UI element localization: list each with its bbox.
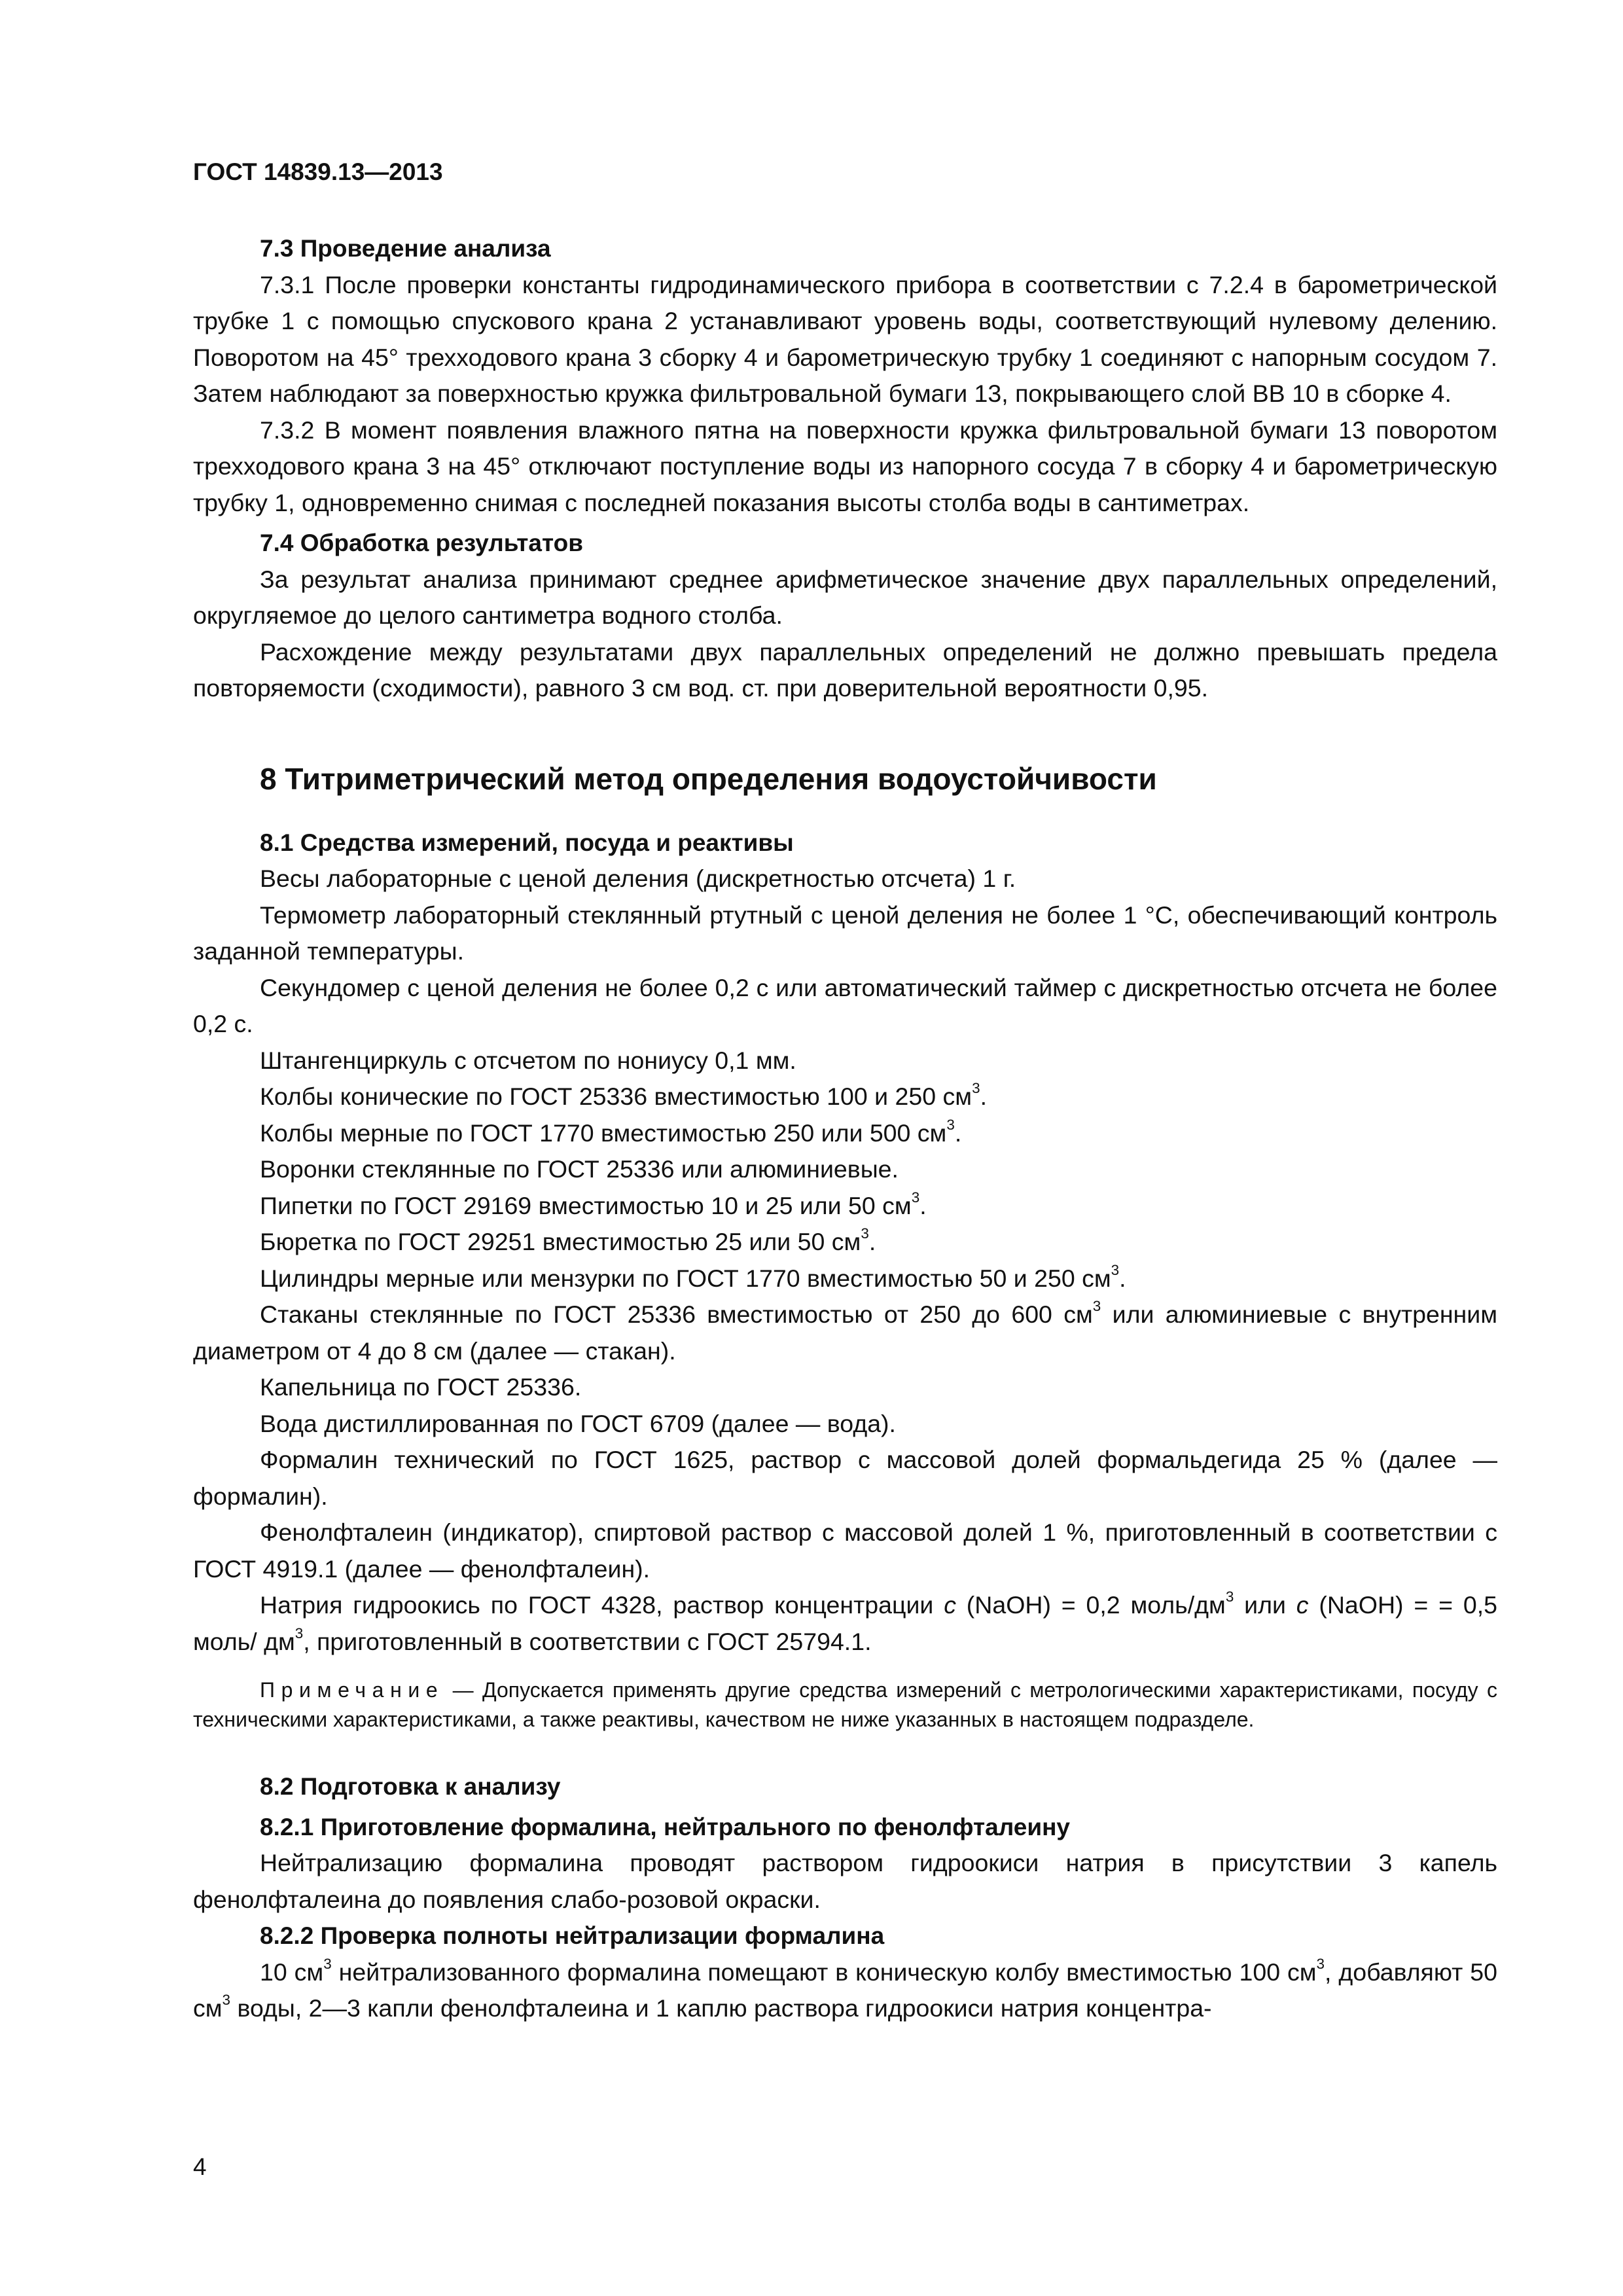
item-text: , добавляют 50 см (193, 1958, 1497, 2022)
list-item: Весы лабораторные с ценой деления (дискретностью отсчета) 1 г. (260, 865, 1016, 892)
item-text: Пипетки по ГОСТ 29169 вместимостью 10 и 25 или 50 см (260, 1191, 912, 1219)
paragraph-7-4-1: За результат анализа принимают среднее арифметическое значение двух параллельных определений, округляемое до целого сантиметра водного столба. (193, 565, 1497, 629)
item-text: нейтрализованного формалина помещают в коническую колбу вместимостью 100 см (331, 1958, 1317, 1986)
section-8-1-heading: 8.1 Средства измерений, посуда и реактивы (260, 829, 794, 856)
paragraph-7-3-2: 7.3.2 В момент появления влажного пятна на поверхности кружка фильтровальной бумаги 13 поворотом трехходового крана 3 на 45° отключают поступление воды из напорного сосуда 7 в сборку 4 и барометрическую трубку 1, одновременно снимая с последней показания высоты столба воды в сантиметрах. (193, 416, 1497, 516)
item-text: (NaOH) = 0,2 моль/дм (955, 1591, 1226, 1619)
note-text: — Допускается применять другие средства измерений с метрологическими характеристиками, посуду с техническими характеристиками, а также реактивы, качеством не ниже указанных в настоящем подразделе. (193, 1678, 1497, 1731)
superscript: 3 (861, 1225, 869, 1242)
superscript: 3 (972, 1080, 980, 1096)
list-item: Формалин технический по ГОСТ 1625, раствор с массовой долей формальдегида 25 % (далее — формалин). (193, 1446, 1497, 1510)
superscript: 3 (1316, 1955, 1325, 1972)
item-text: Колбы мерные по ГОСТ 1770 вместимостью 250 или 500 см (260, 1119, 947, 1147)
list-item: Термометр лабораторный стеклянный ртутный с ценой деления не более 1 °С, обеспечивающий контроль заданной температуры. (193, 901, 1497, 965)
paragraph-8-2-2 (193, 1954, 1497, 2027)
list-item: Капельница по ГОСТ 25336. (260, 1373, 582, 1401)
item-text: (NaOH) = = 0,5 моль/ дм (193, 1591, 1497, 1655)
list-item: Вода дистиллированная по ГОСТ 6709 (далее — вода). (260, 1409, 896, 1437)
superscript: 3 (1111, 1261, 1120, 1278)
note-label: Примечание (260, 1678, 444, 1702)
item-text: Колбы конические по ГОСТ 25336 вместимостью 100 и 250 см (260, 1083, 972, 1110)
list-item (193, 1297, 1497, 1369)
list-item: Цилиндры мерные или мензурки по ГОСТ 1770 вместимостью 50 и 250 $см^3$. (260, 1261, 1126, 1292)
section-8-2-2-heading: 8.2.2 Проверка полноты нейтрализации формалина (260, 1922, 885, 1949)
note (193, 1676, 1497, 1734)
item-text: Цилиндры мерные или мензурки по ГОСТ 1770 вместимостью 50 и 250 см (260, 1264, 1111, 1292)
paragraph-7-4-2: Расхождение между результатами двух параллельных определений не должно превышать предела повторяемости (сходимости), равного 3 см вод. ст. при доверительной вероятности 0,95. (193, 637, 1497, 702)
section-7-4-heading: 7.4 Обработка результатов (260, 529, 583, 556)
document-header: ГОСТ 14839.13—2013 (193, 158, 443, 185)
page-number: 4 (193, 2153, 207, 2180)
item-text: 10 см (260, 1958, 324, 1986)
superscript: 3 (946, 1116, 955, 1133)
list-item: Колбы конические по ГОСТ 25336 вместимостью 100 и 250 $см^3$. (260, 1080, 987, 1110)
superscript: 3 (911, 1189, 920, 1206)
list-item: Бюретка по ГОСТ 29251 вместимостью 25 или 50 $см^3$. (260, 1225, 876, 1255)
list-item: Секундомер с ценой деления не более 0,2 с или автоматический таймер с дискретностью отсчета не более 0,2 с. (193, 973, 1497, 1037)
page-content (193, 230, 1497, 2027)
list-item: Колбы мерные по ГОСТ 1770 вместимостью 250 или 500 $см^3$. (260, 1116, 962, 1147)
superscript: 3 (222, 1992, 231, 2008)
list-item (193, 1587, 1497, 1660)
italic-symbol: с (1296, 1591, 1309, 1619)
item-text: Стаканы стеклянные по ГОСТ 25336 вместимостью от 250 до 600 см (260, 1300, 1093, 1328)
section-8-heading: 8 Титриметрический метод определения водоустойчивости (260, 761, 1157, 796)
section-8-2-heading: 8.2 Подготовка к анализу (260, 1773, 561, 1800)
item-text: Натрия гидроокись по ГОСТ 4328, раствор концентрации (260, 1591, 944, 1619)
list-item: Фенолфталеин (индикатор), спиртовой раствор с массовой долей 1 %, приготовленный в соответствии с ГОСТ 4919.1 (далее — фенолфталеин). (193, 1518, 1497, 1583)
paragraph-8-2-1: Нейтрализацию формалина проводят раствором гидроокиси натрия в присутствии 3 капель фенолфталеина до появления слабо-розовой окраски. (193, 1849, 1497, 1913)
item-text: или (1234, 1591, 1296, 1619)
superscript: 3 (1092, 1298, 1101, 1314)
list-item: Штангенциркуль с отсчетом по нониусу 0,1 мм. (260, 1046, 796, 1074)
item-text: или алюминиевые с внутренним диаметром от 4 до 8 см (далее — стакан). (193, 1300, 1497, 1365)
item-text: воды, 2—3 капли фенолфталеина и 1 каплю раствора гидроокиси натрия концентра- (230, 1994, 1212, 2022)
superscript: 3 (294, 1624, 304, 1641)
paragraph-7-3-1: 7.3.1 После проверки константы гидродинамического прибора в соответствии с 7.2.4 в барометрической трубке 1 с помощью спускового крана 2 устанавливают уровень воды, соответствующий нулевому делению. Поворотом на 45° трехходового крана 3 сборку 4 и барометрическую трубку 1 соединяют с напорным сосудом 7. Затем наблюдают за поверхностью кружка фильтровальной бумаги 13, покрывающего слой ВВ 10 в сборке 4. (193, 270, 1497, 407)
item-text: Бюретка по ГОСТ 29251 вместимостью 25 или 50 см (260, 1228, 861, 1255)
list-item: Воронки стеклянные по ГОСТ 25336 или алюминиевые. (260, 1155, 899, 1183)
italic-symbol: с (944, 1591, 956, 1619)
section-8-2-1-heading: 8.2.1 Приготовление формалина, нейтрального по фенолфталеину (260, 1813, 1071, 1840)
list-item: Пипетки по ГОСТ 29169 вместимостью 10 и 25 или 50 $см^3$. (260, 1189, 927, 1219)
superscript: 3 (323, 1955, 332, 1972)
section-7-3-heading: 7.3 Проведение анализа (260, 235, 551, 262)
superscript: 3 (1225, 1588, 1234, 1605)
item-text: , приготовленный в соответствии с ГОСТ 25794.1. (303, 1627, 872, 1655)
